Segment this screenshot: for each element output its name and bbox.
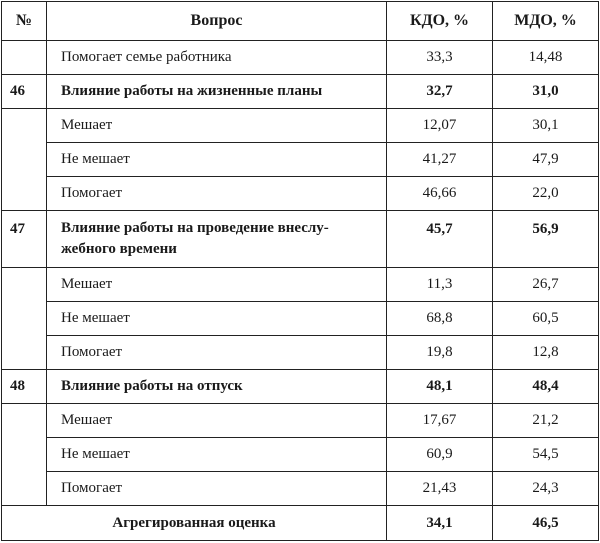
survey-results-table [1,1,599,541]
mdo-value: 24,3 [493,472,599,506]
answer-label: Мешает [47,404,387,438]
question-row [2,370,599,404]
kdo-value: 21,43 [387,472,493,506]
answer-label: Помогает [47,177,387,211]
kdo-value: 12,07 [387,109,493,143]
answer-label: Не мешает [47,143,387,177]
num-cell-empty [2,41,47,75]
aggregate-label: Агрегированная оценка [2,506,387,541]
header-row [2,2,599,41]
answer-label: Не мешает [47,438,387,472]
kdo-value: 46,66 [387,177,493,211]
question-row [2,211,599,268]
table-row [2,109,599,143]
aggregate-row [2,506,599,541]
kdo-value: 11,3 [387,268,493,302]
num-cell-empty [2,268,47,370]
mdo-value: 30,1 [493,109,599,143]
mdo-value: 54,5 [493,438,599,472]
question-number: 46 [2,75,47,109]
question-label: Влияние работы на отпуск [47,370,387,404]
kdo-value: 32,7 [387,75,493,109]
question-label [47,211,387,268]
question-number: 48 [2,370,47,404]
question-row [2,75,599,109]
kdo-value: 68,8 [387,302,493,336]
table-row [2,143,599,177]
answer-label: Не мешает [47,302,387,336]
kdo-value: 60,9 [387,438,493,472]
mdo-value: 26,7 [493,268,599,302]
mdo-value: 47,9 [493,143,599,177]
kdo-value: 33,3 [387,41,493,75]
table-row [2,268,599,302]
table-row [2,41,599,75]
mdo-value: 12,8 [493,336,599,370]
num-cell-empty [2,404,47,506]
table-row [2,302,599,336]
kdo-value: 17,67 [387,404,493,438]
kdo-value: 45,7 [387,211,493,268]
mdo-value: 21,2 [493,404,599,438]
header-question: Вопрос [47,2,387,41]
question-number: 47 [2,211,47,268]
kdo-value: 41,27 [387,143,493,177]
mdo-value: 14,48 [493,41,599,75]
answer-label: Помогает [47,472,387,506]
mdo-value: 56,9 [493,211,599,268]
num-cell-empty [2,109,47,211]
mdo-value: 48,4 [493,370,599,404]
kdo-value: 48,1 [387,370,493,404]
header-kdo: КДО, % [387,2,493,41]
aggregate-kdo: 34,1 [387,506,493,541]
header-num: № [2,2,47,41]
question-label: Влияние работы на жизненные планы [47,75,387,109]
question-label-line2: жебного времени [61,241,177,257]
answer-label: Мешает [47,268,387,302]
question-label-line1: Влияние работы на проведение внеслу- [61,220,329,236]
mdo-value: 60,5 [493,302,599,336]
table-row [2,177,599,211]
aggregate-mdo: 46,5 [493,506,599,541]
mdo-value: 22,0 [493,177,599,211]
table-row [2,472,599,506]
answer-label: Помогает семье работника [47,41,387,75]
table-row [2,438,599,472]
header-mdo: МДО, % [493,2,599,41]
table-row [2,404,599,438]
kdo-value: 19,8 [387,336,493,370]
table-row [2,336,599,370]
mdo-value: 31,0 [493,75,599,109]
answer-label: Мешает [47,109,387,143]
answer-label: Помогает [47,336,387,370]
